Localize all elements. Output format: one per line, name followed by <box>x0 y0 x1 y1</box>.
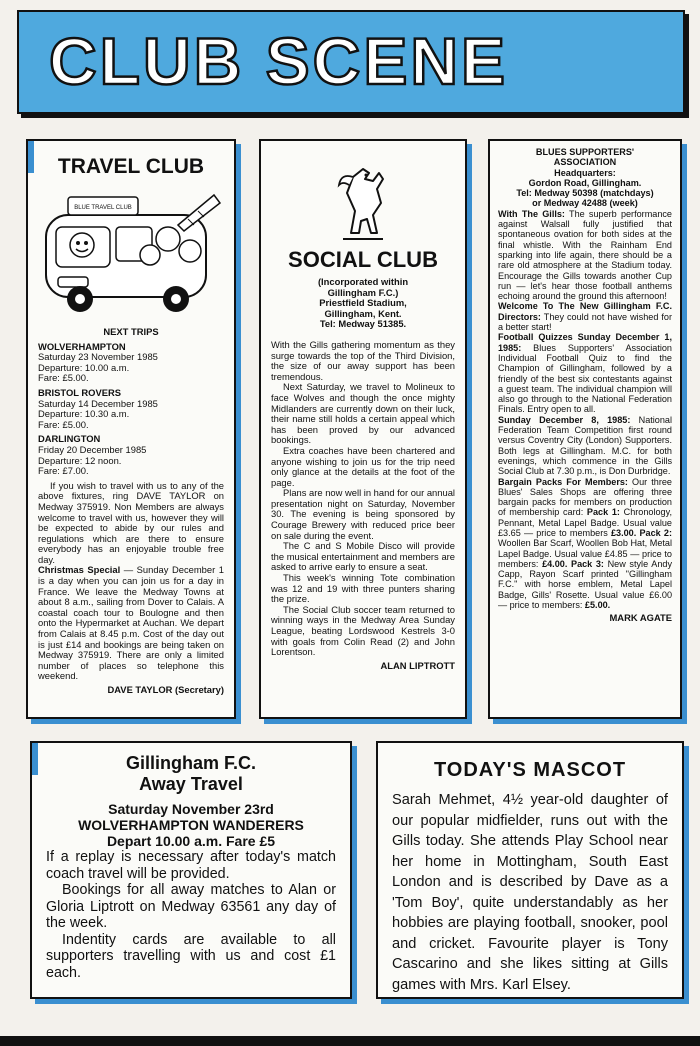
column-accent-strip <box>26 139 34 173</box>
pack-text: Chronology, Pennant, Metal Lapel Badge. Usual value £3.65 — price to members <box>498 507 673 538</box>
social-paragraph: This week's winning Tote combination was 12 and 19 with three punters sharing the prize. <box>271 572 455 605</box>
pack-label: Pack 3: <box>571 558 604 569</box>
trip-destination: BRISTOL ROVERS <box>38 386 122 398</box>
trip-date: Friday 20 December 1985 <box>38 443 147 455</box>
column-accent-strip <box>30 741 38 775</box>
todays-mascot-box <box>376 741 684 999</box>
blues-paragraph-text: They could not have wished for a better start! <box>498 311 672 333</box>
blues-paragraph <box>498 415 672 477</box>
address-line: Priestfield Stadium, <box>319 297 407 309</box>
blues-paragraph <box>498 301 672 332</box>
coach-illustration <box>38 185 224 323</box>
trip-date: Saturday 14 December 1985 <box>38 397 158 409</box>
club-scene-banner <box>17 10 685 114</box>
blues-paragraph <box>498 209 672 302</box>
social-paragraph: The Social Club soccer team returned to winning ways in the Medway Area Sunday League, beating Lordswood Kestrels 3-0 with goals from Colin Read (2) and John Lorentson. <box>271 603 455 658</box>
social-paragraph: The C and S Mobile Disco will provide the musical entertainment and members are asked to arrive early to ensure a seat. <box>271 540 455 573</box>
blues-header <box>498 147 672 209</box>
trip-departure: Departure: 10.00 a.m. <box>38 361 130 373</box>
christmas-special-text: — Sunday December 1 is a day when you can join us for a day in France. We leave the Medway Towns at about 8 a.m., sailing from Dover to Calais. A coastal coach tour to Boulogne and then onto the Hypermarket at Auchan. We depart from Calais at 8.45 p.m. Cost of the day out is just £14 and bookings are being taken on Medway 375919. There are only a limited number of places so telephone this weekend. <box>38 564 224 682</box>
blues-header-line: BLUES SUPPORTERS' <box>535 147 635 157</box>
social-club-title: SOCIAL CLUB <box>288 247 438 272</box>
blues-paragraph-text: The superb performance against Walsall fully justified that spontaneous ovation for both sides at the final whistle. With the Rainham End sparking into life again, there should be a rare old atmosphere at the Stadium today. Encourage the Gills towards another Cup run — let's hear those football anthems echoing around the ground this afternoon! <box>498 208 672 302</box>
social-paragraph: Next Saturday, we travel to Molineux to face Wolves and though the once mighty Midlanders are currently down on their luck, their name still holds a certain appeal which has been proved by our advanced bookings. <box>271 381 455 446</box>
trip-fare: Fare: £5.00. <box>38 418 89 430</box>
address-line: Tel: Medway 51385. <box>319 318 407 330</box>
blues-header-line: ASSOCIATION <box>553 157 617 168</box>
blues-paragraph-label: With The Gills: <box>498 208 565 219</box>
blues-paragraph-text: Blues Supporters' Association Individual Football Quiz to find the Champion of Gillingham, followed by a friendly of the best six contestants against a guest team. The individual champion will also go through to the National Federation Finals. Entry open to all. <box>498 342 672 415</box>
social-paragraph: With the Gills gathering momentum as they surge towards the top of the Third Division, the size of our away support has been tremendous. <box>271 338 455 382</box>
blues-paragraph-text: Our three Blues' Sales Shops are offering three bargain packs for members on production of membership card: <box>498 476 672 518</box>
page-title: CLUB SCENE <box>49 24 509 98</box>
social-paragraph: Plans are now well in hand for our annual presentation night on Saturday, November 30. The evening is being sponsored by Courage Brewery with reduced price beer on sale during the event. <box>271 487 455 541</box>
christmas-special-label: Christmas Special <box>38 564 121 576</box>
trip-destination: DARLINGTON <box>38 433 101 445</box>
pack-price: £5.00. <box>584 600 611 611</box>
away-travel-title-line2: Away Travel <box>139 774 243 794</box>
pack-text: New style Andy Capp, Rayon Scarf printed "Gillingham F.C." with horse emblem, Metal Lapel Badge, Gills' Rosette. Usual value £6.00 — price to members: <box>498 558 672 611</box>
travel-signature: DAVE TAYLOR (Secretary) <box>107 684 224 695</box>
horse-emblem-icon <box>333 163 393 241</box>
trip-item <box>38 388 224 430</box>
away-paragraph: If a replay is necessary after today's match coach travel will be provided. <box>46 849 336 882</box>
away-travel-title-line1: Gillingham F.C. <box>125 753 256 773</box>
social-club-column <box>259 139 467 719</box>
blues-paragraph-label: Football Quizzes Sunday December 1, 1985: <box>498 332 672 353</box>
pack-label: Pack 1: <box>586 507 620 518</box>
pack-label: Pack 2: <box>639 527 672 538</box>
bus-sign-text: BLUE TRAVEL CLUB <box>74 205 132 211</box>
travel-club-column <box>26 139 236 719</box>
address-line: Gillingham F.C.) <box>327 286 399 298</box>
blues-signature: MARK AGATE <box>609 612 672 624</box>
away-travel-departure: Depart 10.00 a.m. Fare £5 <box>106 833 276 849</box>
travel-body-paragraph: If you wish to travel with us to any of the above fixtures, ring DAVE TAYLOR on Medway 375919. Non Members are always welcome to travel with us, however they will be expected to abide by our rules and regulations which are there to ensure everybody has an enjoyable trouble free day. <box>38 479 224 565</box>
address-line: Gillingham, Kent. <box>324 307 402 319</box>
social-paragraph: Extra coaches have been chartered and anyone wishing to join us for the trip need only glance at the details at the foot of the page. <box>271 444 455 488</box>
address-line: (Incorporated within <box>317 276 409 287</box>
mascot-body: Sarah Mehmet, 4½ year-old daughter of our popular midfielder, runs out with the Gills today. She attends Play School near her home in Mottingham, South East London and is described by Dave as a 'Tom Boy', quite understandably as her hobbies are playing football, snooker, pool and cricket. Favourite player is Tony Cascarino and she likes sitting at Gills games with Mrs. Karl Elsey. <box>392 792 668 993</box>
blues-supporters-column <box>488 139 682 719</box>
blues-paragraph <box>498 332 672 414</box>
away-travel-date: Saturday November 23rd <box>108 801 274 817</box>
pack-price: £4.00. <box>542 558 568 569</box>
trip-fare: Fare: £7.00. <box>38 465 89 477</box>
trip-fare: Fare: £5.00. <box>38 372 89 384</box>
page-bottom-rule <box>0 1036 700 1046</box>
away-travel-box <box>30 741 352 999</box>
christmas-special-paragraph <box>38 565 224 682</box>
away-paragraph: Indentity cards are available to all supporters travelling with us and cost £1 each. <box>46 931 336 981</box>
trip-item <box>38 342 224 384</box>
blues-paragraph-label: Bargain Packs For Members: <box>498 476 628 487</box>
blues-paragraph <box>498 477 672 611</box>
social-signature: ALAN LIPTROTT <box>380 659 455 671</box>
next-trips-heading: NEXT TRIPS <box>103 326 159 337</box>
trip-departure: Departure: 10.30 a.m. <box>38 408 130 420</box>
away-travel-opponent: WOLVERHAMPTON WANDERERS <box>78 817 304 833</box>
blues-header-line: Headquarters: <box>554 167 616 178</box>
trip-departure: Departure: 12 noon. <box>38 454 122 466</box>
blues-header-line: or Medway 42488 (week) <box>532 198 638 209</box>
social-club-address <box>271 277 455 330</box>
blues-paragraph-text: National Federation Team Competition first round versus Coventry City (London) Supporters. Both legs at Gillingham. M.C. for both evenings, which commence in the Gills Social Club at 7.30 p.m., is Don Durbridge. <box>498 414 672 477</box>
trip-date: Saturday 23 November 1985 <box>38 351 158 363</box>
blues-paragraph-label: Sunday December 8, 1985: <box>498 414 631 425</box>
blues-header-line: Tel: Medway 50398 (matchdays) <box>516 188 654 199</box>
mascot-title: TODAY'S MASCOT <box>433 759 627 781</box>
blues-paragraph-label: Welcome To The New Gillingham F.C. Directors: <box>498 301 672 322</box>
blues-header-line: Gordon Road, Gillingham. <box>528 177 642 188</box>
away-paragraph: Bookings for all away matches to Alan or Gloria Liptrott on Medway 63561 any day of the week. <box>46 882 336 931</box>
pack-price: £3.00. <box>610 527 637 538</box>
trip-destination: WOLVERHAMPTON <box>38 340 126 352</box>
travel-club-title: TRAVEL CLUB <box>57 155 205 178</box>
pack-text: Woollen Bar Scarf, Woollen Bob Hat, Metal Lapel Badge. Usual value £4.85 — price to members: <box>498 538 672 569</box>
trip-item <box>38 434 224 476</box>
